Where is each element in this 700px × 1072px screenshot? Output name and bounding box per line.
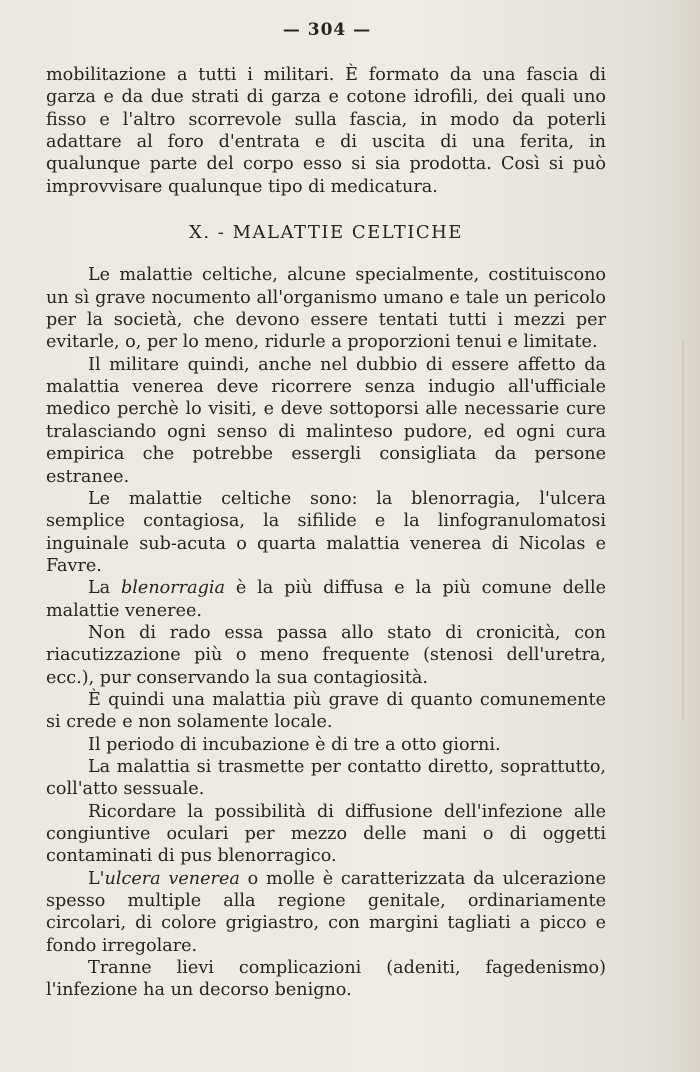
text-run: è la più diffusa e la più comune delle malattie veneree. bbox=[46, 578, 606, 621]
text-run: o molle è caratterizzata da ulcerazione spesso multiple alla regione genitale, ordinariamente circolari, di colore grigiastro, con margini tagliati a picco e fondo irregolare. bbox=[46, 868, 606, 956]
paragraph-blenorragia bbox=[46, 577, 606, 622]
paragraph: Le malattie celtiche sono: la blenorragia, l'ulcera semplice contagiosa, la sifilide e la linfogranulomatosi inguinale sub-acuta o quarta malattia venerea di Nicolas e Favre. bbox=[46, 488, 606, 576]
text-run: La bbox=[88, 578, 122, 599]
paragraph: Il periodo di incubazione è di tre a otto giorni. bbox=[88, 734, 501, 755]
paragraph-last: Tranne lievi complicazioni (adeniti, fagedenismo) l'infezione ha un decorso benigno. bbox=[46, 958, 606, 1001]
paragraph: È quindi una malattia più grave di quanto comunemente si crede e non solamente locale. bbox=[46, 689, 606, 733]
section-heading: X. - MALATTIE CELTICHE bbox=[189, 222, 463, 244]
paragraph: Il militare quindi, anche nel dubbio di essere affetto da malattia venerea deve ricorrere senza indugio all'ufficiale medico perchè lo visiti, e deve sottoporsi alle necessarie cure tralasciando ogni senso di malinteso pudore, ed ogni cura empirica che potrebbe essergli consigliata da persone estranee. bbox=[46, 354, 606, 487]
page-edge bbox=[680, 340, 686, 720]
page-number: — 304 — bbox=[282, 20, 372, 40]
text-run: L' bbox=[88, 868, 105, 889]
paragraph: Le malattie celtiche, alcune specialmente, costituiscono un sì grave nocumento all'organismo umano e tale un pericolo per la società, che devono essere tentati tutti i mezzi per evitarle, o, per lo meno, ridurle a proporzioni tenui e limitate. bbox=[46, 265, 606, 353]
paragraph: Ricordare la possibilità di diffusione dell'infezione alle congiuntive oculari per mezzo delle mani o di oggetti contaminati di pus blenorragico. bbox=[46, 801, 606, 867]
italic-term: blenorragia bbox=[121, 578, 225, 599]
body-text bbox=[46, 64, 606, 1002]
continuation-paragraph: mobilitazione a tutti i militari. È formato da una fascia di garza e da due strati di garza e cotone idrofili, dei quali uno fisso e l'altro scorrevole sulla fascia, in modo da poterli adattare al foro d'entrata e di uscita di una ferita, in qualunque parte del corpo esso si sia prodotta. Così si può improvvisare qualunque tipo di medicatura. bbox=[46, 65, 606, 197]
paragraph: La malattia si trasmette per contatto diretto, soprattutto, coll'atto sessuale. bbox=[46, 756, 606, 800]
paragraph: Non di rado essa passa allo stato di cronicità, con riacutizzazione più o meno frequente (stenosi dell'uretra, ecc.), pur conservando la sua contagiosità. bbox=[46, 622, 606, 688]
paragraph-ulcera bbox=[46, 868, 606, 957]
italic-term: ulcera venerea bbox=[104, 868, 240, 889]
